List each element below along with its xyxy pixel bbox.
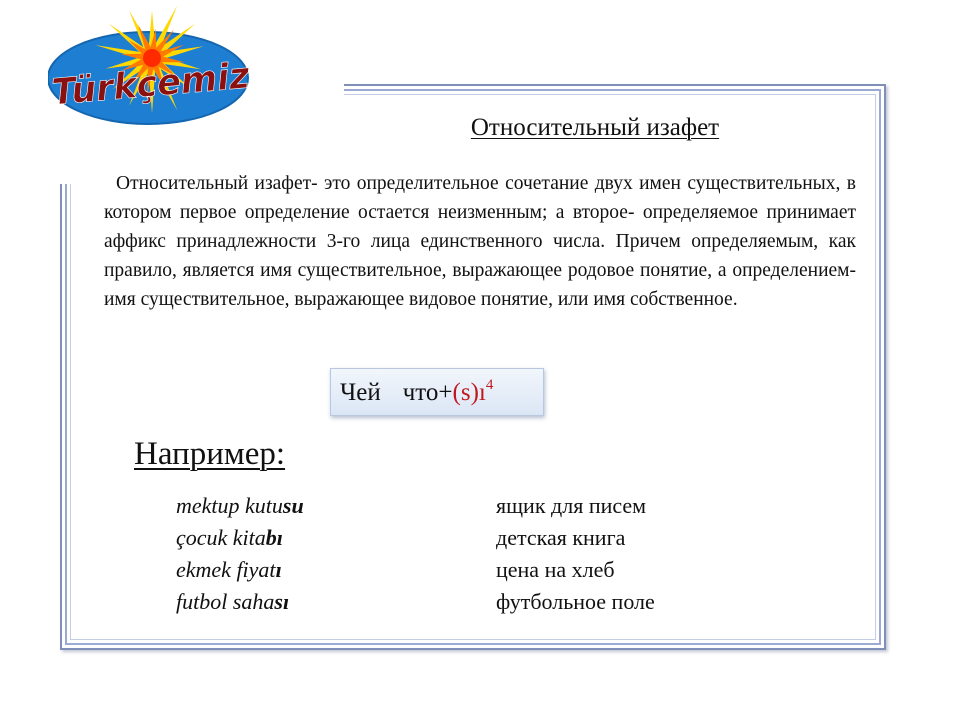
phrase-suffix: su [282,493,304,518]
formula-box [330,368,544,416]
formula-superscript: 4 [485,377,494,393]
example-item [176,554,736,586]
russian-translation: ящик для писем [496,493,647,518]
phrase-suffix: ı [275,557,282,582]
logo-text: Türkçemiz [50,54,257,114]
phrase-stem: futbol saha [176,589,275,614]
page-title: Относительный изафет [470,114,720,141]
russian-translation: футбольное поле [496,589,655,614]
example-item [176,586,736,618]
phrase-suffix: sı [274,589,290,614]
turkish-phrase [176,522,283,554]
russian-translation: цена на хлеб [496,557,615,582]
turkcemiz-logo [48,2,258,142]
example-item [176,490,736,522]
phrase-stem: mektup kutu [176,493,283,518]
definition-paragraph: Относительный изафет- это определительное сочетание двух имен существительных, в котором первое определение остается неизменным; а второе- определяемое принимает аффикс принадлежности 3-го лица единственного числа. Причем определяемым, как правило, является имя существительное, выражающее родовое понятие, а определением- имя существительное, выражающее видовое понятие, или имя собственное. [104,173,856,310]
turkish-phrase [176,490,304,522]
examples-list [176,490,736,618]
phrase-suffix: bı [265,525,283,550]
formula-what: что+ [402,379,453,406]
formula-whose: Чей [340,379,381,406]
turkish-phrase [176,586,289,618]
examples-heading: Например: [134,436,286,472]
phrase-stem: çocuk kita [176,525,266,550]
russian-translation: детская книга [496,525,626,550]
example-item [176,522,736,554]
formula-suffix: (s)ı [452,379,486,406]
phrase-stem: ekmek fiyat [176,557,276,582]
turkish-phrase [176,554,282,586]
